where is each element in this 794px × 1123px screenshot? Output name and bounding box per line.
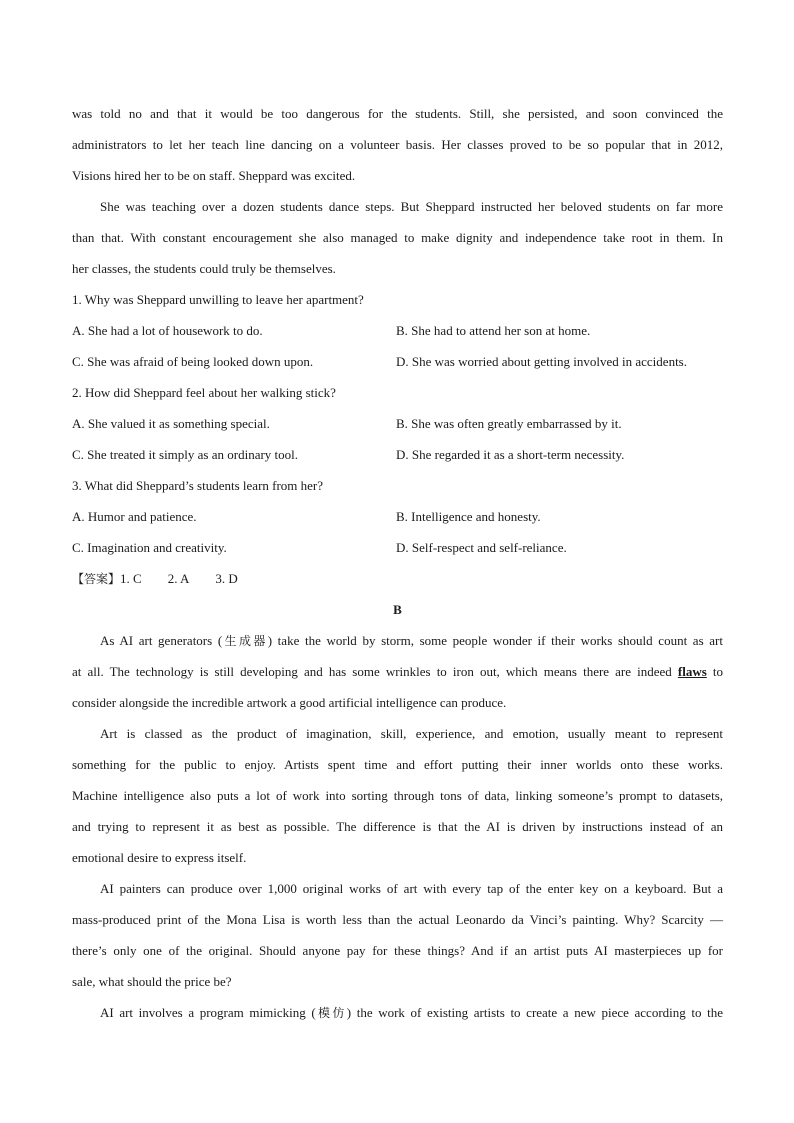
question-stem: 1. Why was Sheppard unwilling to leave her apartment?: [72, 292, 364, 307]
keyword-flaws: flaws: [677, 664, 707, 679]
option-d: D. She was worried about getting involved in accidents.: [396, 354, 687, 369]
passage-line: than that. With constant encouragement she also managed to make dignity and independence take root in them. In: [72, 230, 723, 245]
option-row: [72, 439, 723, 470]
passage-line: her classes, the students could truly be themselves.: [72, 261, 336, 276]
text-run: AI art involves a program mimicking (: [100, 1005, 316, 1020]
option-row: [72, 346, 723, 377]
passage-line: administrators to let her teach line dancing on a volunteer basis. Her classes proved to be so popular that in 2012,: [72, 137, 723, 152]
passage-line: there’s only one of the original. Should anyone pay for these things? And if an artist puts AI masterpieces up for: [72, 943, 723, 958]
passage-line: [72, 997, 723, 1028]
option-a: A. She had a lot of housework to do.: [72, 323, 263, 338]
answer-item: 1. C: [120, 571, 142, 586]
answer-tag: 【答案】: [72, 572, 121, 586]
passage-line: consider alongside the incredible artwork a good artificial intelligence can produce.: [72, 695, 507, 710]
passage-line: AI painters can produce over 1,000 original works of art with every tap of the enter key on a keyboard. But a: [100, 881, 723, 896]
passage-line: She was teaching over a dozen students dance steps. But Sheppard instructed her beloved students on far more: [100, 199, 723, 214]
answer-key: [72, 563, 723, 594]
passage-line: Machine intelligence also puts a lot of work into sorting through tons of data, linking someone’s prompt to datasets,: [72, 788, 723, 803]
option-row: [72, 408, 723, 439]
option-b: B. Intelligence and honesty.: [396, 509, 541, 524]
option-c: C. She was afraid of being looked down upon.: [72, 354, 314, 369]
option-a: A. Humor and patience.: [72, 509, 197, 524]
option-row: [72, 315, 723, 346]
text-run: As AI art generators (: [100, 633, 223, 648]
option-c: C. Imagination and creativity.: [72, 540, 227, 555]
option-d: D. Self-respect and self-reliance.: [396, 540, 567, 555]
text-run: at all. The technology is still developing and has some wrinkles to iron out, which means there are indeed: [72, 664, 678, 679]
answer-item: 2. A: [167, 571, 190, 586]
text-run: ) take the world by storm, some people wonder if their works should count as art: [267, 633, 723, 648]
question-stem: 3. What did Sheppard’s students learn from her?: [72, 478, 324, 493]
document-page: [72, 98, 723, 1028]
text-run: ) the work of existing artists to create a new piece according to the: [346, 1005, 723, 1020]
option-row: [72, 532, 723, 563]
option-b: B. She was often greatly embarrassed by it.: [396, 416, 622, 431]
passage-line: sale, what should the price be?: [72, 974, 232, 989]
option-c: C. She treated it simply as an ordinary tool.: [72, 447, 299, 462]
passage-line: emotional desire to express itself.: [72, 850, 247, 865]
passage-line: mass-produced print of the Mona Lisa is worth less than the actual Leonardo da Vinci’s painting. Why? Scarcity —: [72, 912, 723, 927]
gloss-text: 模仿: [315, 1006, 347, 1020]
option-d: D. She regarded it as a short-term necessity.: [396, 447, 625, 462]
gloss-text: 生成器: [222, 634, 268, 648]
passage-line: Art is classed as the product of imagination, skill, experience, and emotion, usually meant to represent: [100, 726, 723, 741]
passage-line: [72, 625, 723, 656]
option-row: [72, 501, 723, 532]
text-run: to: [706, 664, 723, 679]
question-stem: 2. How did Sheppard feel about her walking stick?: [72, 385, 336, 400]
passage-line: and trying to represent it as best as possible. The difference is that the AI is driven by instructions instead of an: [72, 819, 723, 834]
passage-line: was told no and that it would be too dangerous for the students. Still, she persisted, and soon convinced the: [72, 106, 723, 121]
option-b: B. She had to attend her son at home.: [396, 323, 591, 338]
option-a: A. She valued it as something special.: [72, 416, 270, 431]
section-title: B: [393, 602, 402, 617]
passage-line: [72, 656, 723, 687]
answer-item: 3. D: [215, 571, 238, 586]
passage-line: Visions hired her to be on staff. Sheppard was excited.: [72, 168, 356, 183]
passage-line: something for the public to enjoy. Artists spent time and effort putting their inner worlds onto these works.: [72, 757, 723, 772]
